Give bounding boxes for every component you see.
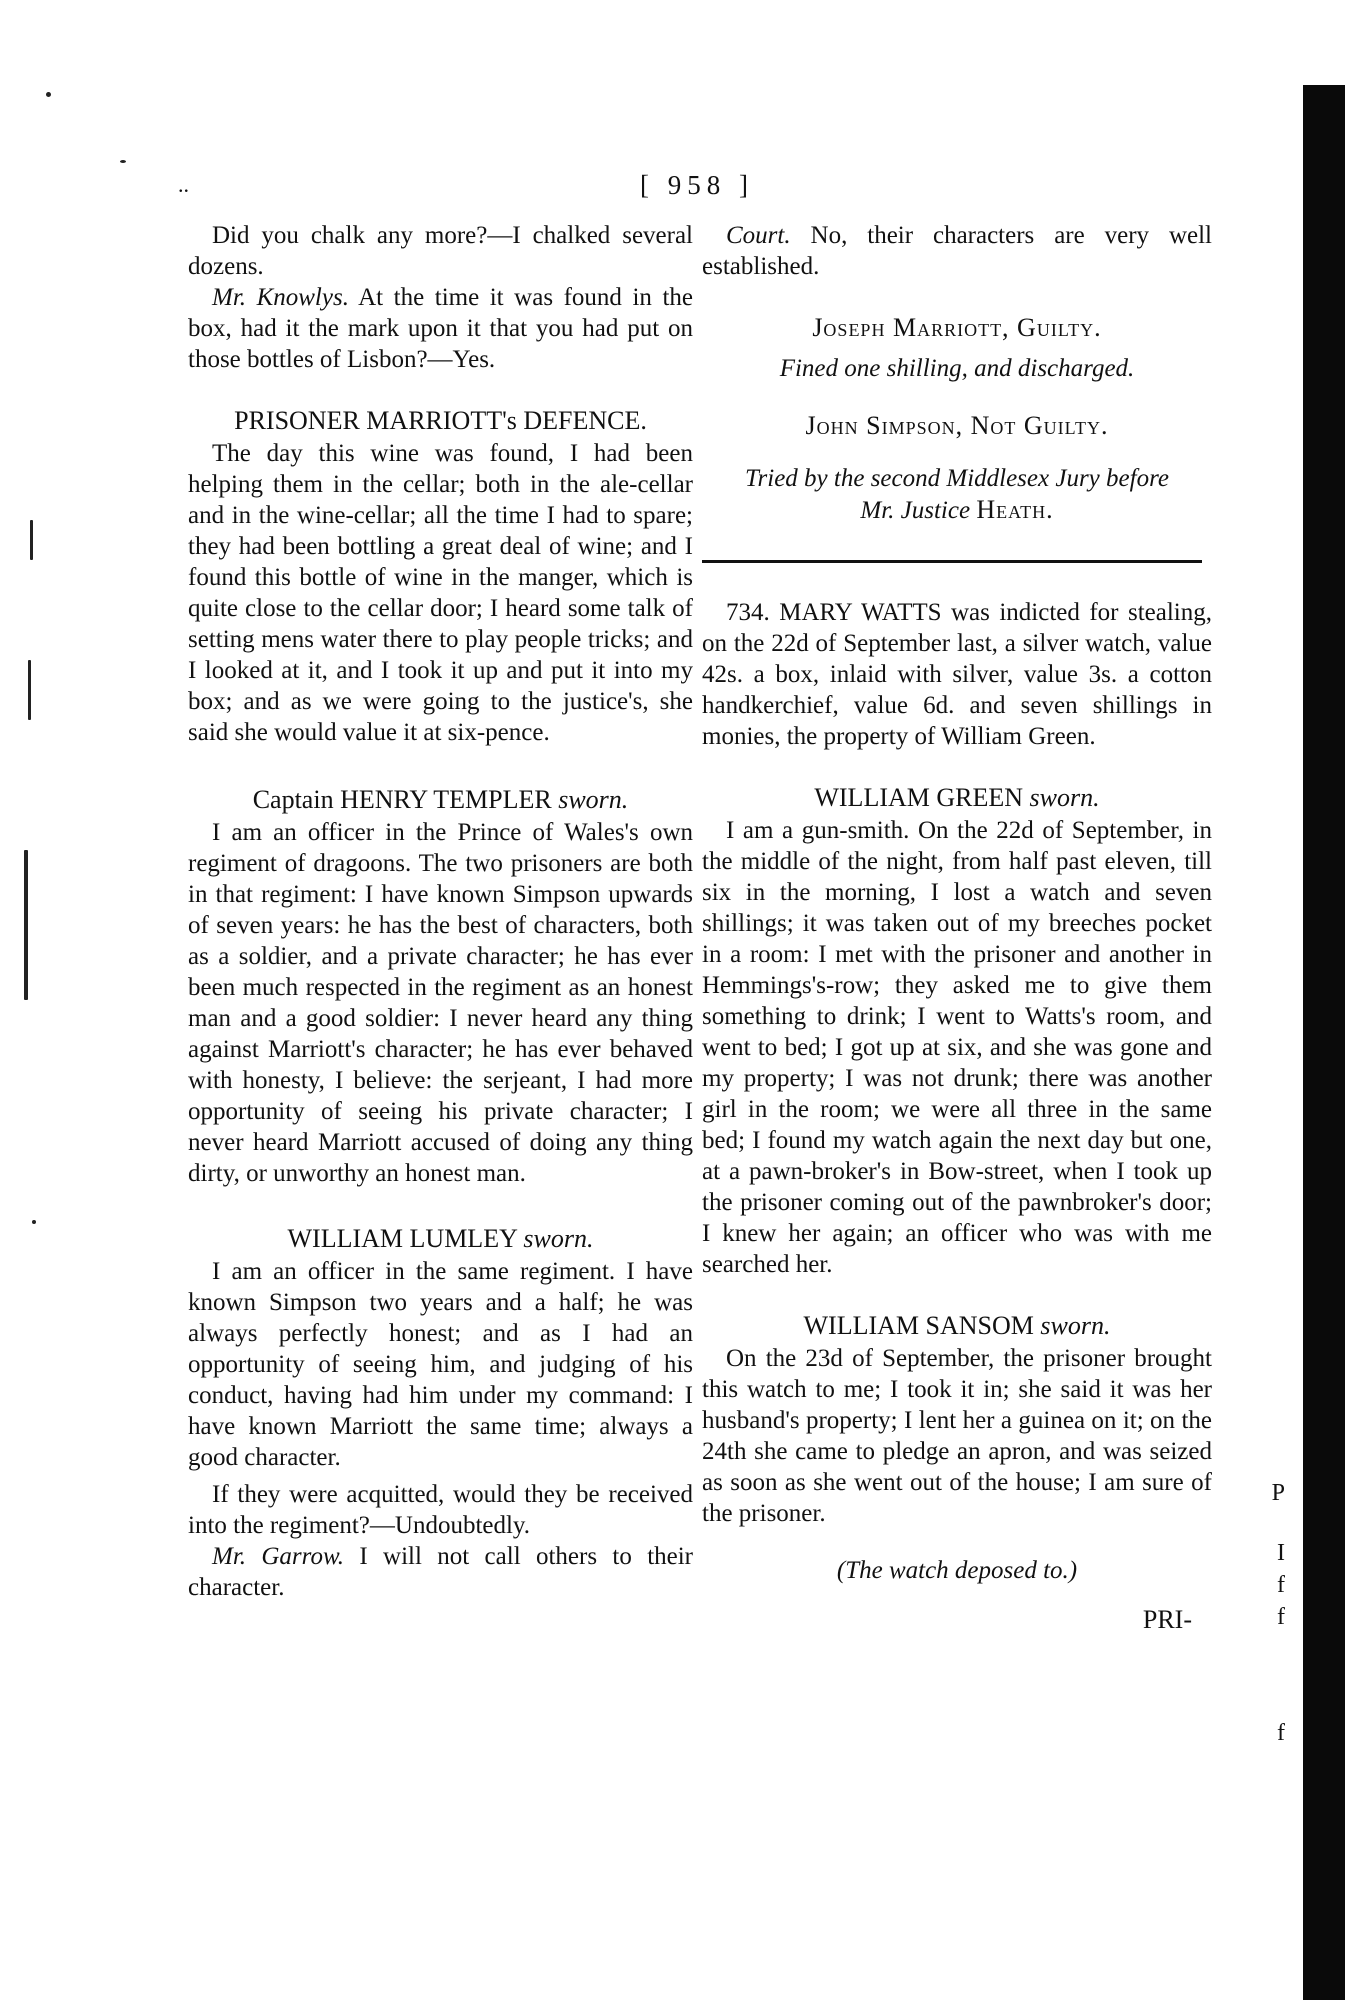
tried-by-line-2 xyxy=(702,494,1212,526)
section-divider xyxy=(702,560,1202,563)
speaker: Mr. Garrow. xyxy=(212,1543,345,1570)
speaker: Court. xyxy=(726,222,791,249)
witness-name: WILLIAM LUMLEY xyxy=(287,1224,517,1253)
scan-speck xyxy=(46,92,51,97)
sentence-marriott: Fined one shilling, and discharged. xyxy=(779,355,1135,382)
judge-name: Heath. xyxy=(976,495,1054,524)
edge-glyph: f xyxy=(1277,1720,1285,1746)
top-dots: .. xyxy=(178,172,189,197)
paragraph xyxy=(702,220,1212,282)
paragraph: I am an officer in the same regiment. I have known Simpson two years and a half; he was always perfectly honest; and as I had an opportunity of seeing him, and judging of his conduct, having had him under my command: I have known Marriott the same time; always a good character. xyxy=(188,1258,693,1471)
edge-glyph: P xyxy=(1271,1480,1285,1506)
section-heading: PRISONER MARRIOTT's DEFENCE. xyxy=(234,406,647,435)
paragraph-text: No, their characters are very well established. xyxy=(702,222,1213,280)
judge-title: Mr. Justice xyxy=(860,497,971,524)
paragraph: I am an officer in the Prince of Wales's own regiment of dragoons. The two prisoners are both in that regiment: I have known Simpson upwards of seven years: he has the best of characters, both as a soldier, and a private character; he has ever been much respected in the regiment as an honest man and a good soldier: I never heard any thing against Marriott's character; he has ever behaved with honesty, I believe: the serjeant, I had more opportunity of seeing his private character; I never heard Marriott accused of doing any thing dirty, or unworthy an honest man. xyxy=(188,819,693,1187)
paragraph: Did you chalk any more?—I chalked several dozens. xyxy=(188,222,693,280)
edge-glyph: f xyxy=(1277,1604,1285,1630)
edge-glyph: f xyxy=(1277,1572,1285,1598)
scan-speck xyxy=(30,520,33,560)
witness-heading xyxy=(188,1223,693,1254)
paragraph: I am a gun-smith. On the 22d of September, in the middle of the night, from half past eleven, till six in the morning, I lost a watch and seven shillings; it was taken out of my breeches pocket in a room: I met with the prisoner and another in Hemmings's-row; they asked me to give them something to drink; I went to Watts's room, and went to bed; I got up at six, and she was gone and my property; I was not drunk; there was another girl in the room; we were all three in the same bed; I found my watch again the next day but one, at a pawn-broker's in Bow-street, when I took up the prisoner coming out of the pawnbroker's door; I knew her again; an officer who was with me searched her. xyxy=(702,817,1212,1278)
sworn-label: sworn. xyxy=(1040,1311,1111,1340)
paragraph-text: I will not call others to their character. xyxy=(188,1543,694,1601)
paragraph: On the 23d of September, the prisoner brought this watch to me; I took it in; she said it was her husband's property; I lent her a guinea on it; on the 24th she came to pledge an apron, and was seized as soon as she went out of the house; I am sure of the prisoner. xyxy=(702,1345,1212,1527)
indictment-paragraph: 734. MARY WATTS was indicted for stealing, on the 22d of September last, a silver watch, value 42s. a box, inlaid with silver, value 3s. a cotton handkerchief, value 6d. and seven shillings in monies, the property of William Green. xyxy=(702,599,1212,750)
scan-speck xyxy=(28,660,31,720)
paragraph xyxy=(188,282,693,375)
sworn-label: sworn. xyxy=(1029,783,1100,812)
paragraph-text: At the time it was found in the box, had it the mark upon it that you had put on those bottles of Lisbon?—Yes. xyxy=(188,284,694,373)
scan-speck xyxy=(120,160,126,163)
paragraph: If they were acquitted, would they be received into the regiment?—Undoubtedly. xyxy=(188,1481,693,1539)
scan-speck xyxy=(32,1220,36,1224)
edge-glyph: I xyxy=(1277,1540,1285,1566)
scan-speck xyxy=(24,850,28,1000)
catchword: PRI- xyxy=(1142,1605,1192,1634)
left-column xyxy=(188,220,693,1603)
page-number: [ 958 ] xyxy=(640,170,754,200)
speaker: Mr. Knowlys. xyxy=(212,284,349,311)
paragraph: The day this wine was found, I had been helping them in the cellar; both in the ale-cellar and in the wine-cellar; all the time I had to spare; they had been bottling a great deal of wine; and I found this bottle of wine in the manger, which is quite close to the cellar door; I heard some talk of setting mens water there to play people tricks; and I looked at it, and I took it up and put it into my box; and as we were going to the justice's, she said she would value it at six-pence. xyxy=(188,440,693,746)
witness-name: WILLIAM SANSOM xyxy=(803,1311,1034,1340)
deposed-note: (The watch deposed to.) xyxy=(836,1557,1078,1584)
sworn-label: sworn. xyxy=(523,1224,594,1253)
tried-by-line-1: Tried by the second Middlesex Jury before xyxy=(745,465,1169,492)
witness-heading xyxy=(188,784,693,815)
right-column xyxy=(702,220,1212,1635)
witness-name: Captain HENRY TEMPLER xyxy=(252,785,552,814)
sworn-label: sworn. xyxy=(558,785,629,814)
witness-heading xyxy=(702,1310,1212,1341)
paragraph xyxy=(188,1541,693,1603)
verdict-simpson: John Simpson, Not Guilty. xyxy=(805,411,1109,440)
witness-name: WILLIAM GREEN xyxy=(814,783,1024,812)
scan-edge-bar xyxy=(1303,85,1345,2000)
verdict-marriott: Joseph Marriott, Guilty. xyxy=(812,313,1102,342)
witness-heading xyxy=(702,782,1212,813)
